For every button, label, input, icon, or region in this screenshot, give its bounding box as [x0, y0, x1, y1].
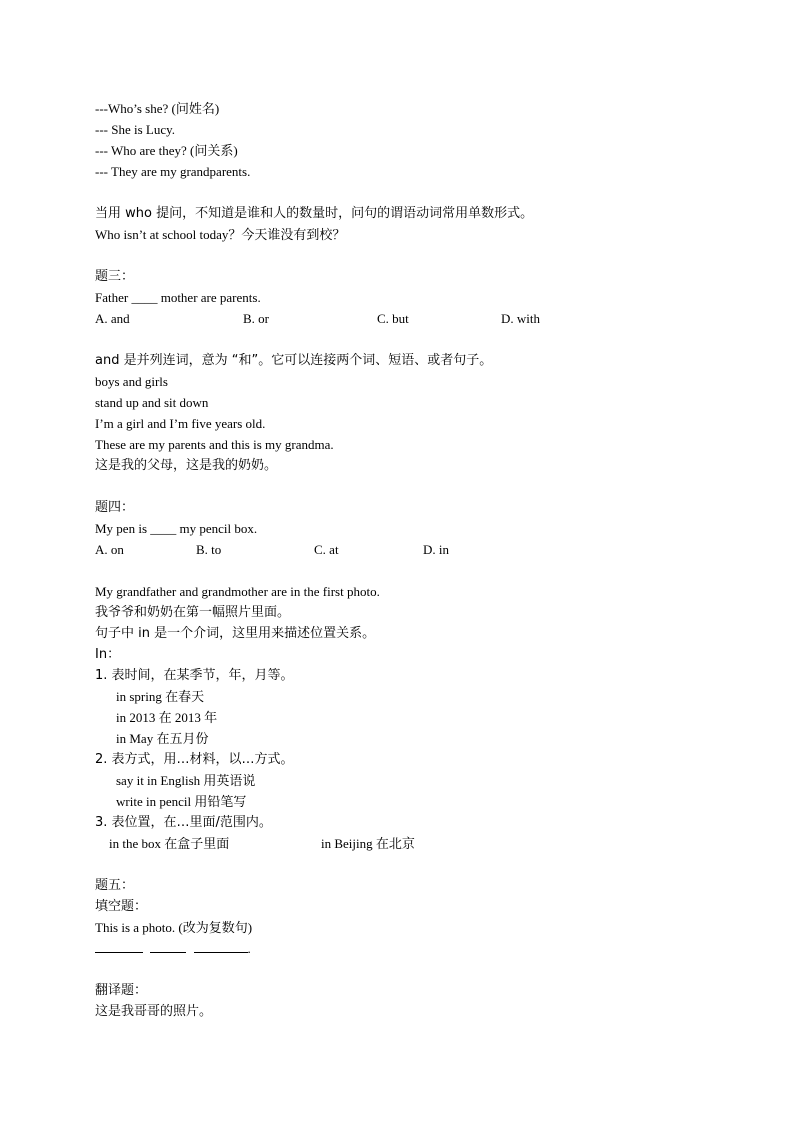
option-a: A. on — [95, 542, 124, 557]
question-title: 题四： — [95, 500, 135, 515]
answer-options — [95, 308, 735, 329]
option-d: D. in — [423, 542, 449, 557]
usage-example: in 2013 在 2013 年 — [116, 710, 218, 725]
translate-label: 翻译题： — [95, 983, 148, 998]
example-line: boys and girls — [95, 374, 168, 389]
grammar-note: 当用 who 提问，不知道是谁和人的数量时，问句的谓语动词常用单数形式。 — [95, 206, 534, 221]
example-line: These are my parents and this is my grandma. — [95, 437, 334, 452]
fill-question: This is a photo. (改为复数句) — [95, 920, 253, 935]
usage-point: 2. 表方式，用…材料，以…方式。 — [95, 752, 294, 767]
usage-example: in Beijing 在北京 — [321, 836, 415, 851]
dialogue-line: --- Who are they? (问关系) — [95, 143, 238, 158]
translate-question: 这是我哥哥的照片。 — [95, 1004, 213, 1019]
usage-example: in May 在五月份 — [116, 731, 209, 746]
example-line: I’m a girl and I’m five years old. — [95, 416, 266, 431]
example-sentence: My grandfather and grandmother are in the first photo. — [95, 584, 380, 599]
option-a: A. and — [95, 311, 130, 326]
option-d: D. with — [501, 311, 540, 326]
usage-example-row — [95, 833, 735, 854]
usage-point: 3. 表位置，在…里面/范围内。 — [95, 815, 272, 830]
in-label: In： — [95, 647, 121, 662]
explanation-line: and 是并列连词，意为 “和”。它可以连接两个词、短语、或者句子。 — [95, 353, 493, 368]
sentence-translation: 我爷爷和奶奶在第一幅照片里面。 — [95, 605, 291, 620]
example-translation: 这是我的父母，这是我的奶奶。 — [95, 458, 278, 473]
example-line: stand up and sit down — [95, 395, 209, 410]
usage-example: in the box 在盒子里面 — [109, 836, 230, 851]
option-b: B. or — [243, 311, 269, 326]
option-b: B. to — [196, 542, 222, 557]
dialogue-line: ---Who’s she? (问姓名) — [95, 101, 220, 116]
answer-blank[interactable] — [150, 938, 186, 953]
question-title: 题五： — [95, 878, 135, 893]
usage-example: write in pencil 用铅笔写 — [116, 794, 247, 809]
question-text: Father ____ mother are parents. — [95, 290, 261, 305]
usage-example: say it in English 用英语说 — [116, 773, 256, 788]
answer-blank[interactable] — [95, 938, 143, 953]
dialogue-line: --- They are my grandparents. — [95, 164, 251, 179]
option-c: C. but — [377, 311, 409, 326]
usage-point: 1. 表时间，在某季节，年，月等。 — [95, 668, 294, 683]
question-title: 题三： — [95, 269, 135, 284]
example-sentence: Who isn’t at school today？今天谁没有到校？ — [95, 227, 346, 242]
answer-options — [95, 539, 735, 560]
dialogue-line: --- She is Lucy. — [95, 122, 176, 137]
document-page — [95, 98, 735, 1022]
option-c: C. at — [314, 542, 339, 557]
answer-blanks: . — [95, 938, 735, 959]
fill-label: 填空题： — [95, 899, 148, 914]
question-text: My pen is ____ my pencil box. — [95, 521, 258, 536]
usage-example: in spring 在春天 — [116, 689, 205, 704]
answer-blank[interactable] — [194, 938, 248, 953]
grammar-note: 句子中 in 是一个介词，这里用来描述位置关系。 — [95, 626, 376, 641]
